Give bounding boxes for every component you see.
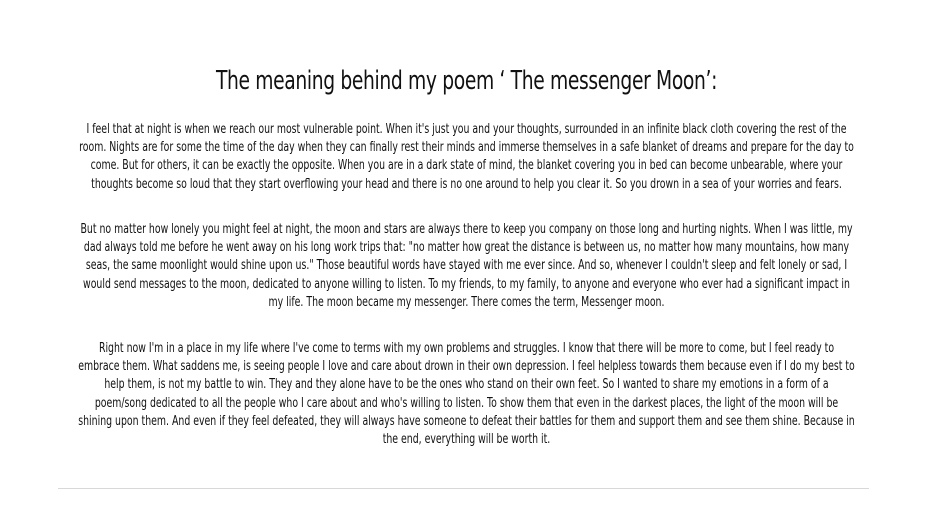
paragraph-3-text: Right now I'm in a place in my life where I've come to terms with my own problems and struggles. I know that there will be more to come, but I feel ready to embrace them. What saddens me, is seeing people I love and care about drown in their own depression. I feel helpless towards them because even if I do my best to help them, is not my battle to win. They and they alone have to be the ones who stand on their own feet. So I wanted to share my emotions in a form of a poem/song dedicated to all the people who I care about and who's willing to listen. To show them that even in the darkest places, the light of the moon will be shining upon them. And even if they feel defeated, they will always have someone to defeat their battles for them and support them and see them shine. Because in the end, everything will be worth it. [78,341,855,448]
page-title: The meaning behind my poem ‘ The messenger Moon’: [215,66,718,96]
paragraph-2-text: But no matter how lonely you might feel at night, the moon and stars are always there to keep you company on those long and hurting nights. When I was little, my dad always told me before he went away on his long work trips that: "no matter how great the distance is between us, no matter how many mountains, how many seas, the same moonlight would shine upon us." Those beautiful words have stayed with me ever since. And so, whenever I couldn't sleep and felt lonely or sad, I would send messages to the moon, dedicated to anyone willing to listen. To my friends, to my family, to anyone and everyone who ever had a significant impact in my life. The moon became my messenger. There comes the term, Messenger moon. [80,222,853,310]
paragraph-2 [78,221,855,312]
paragraph-3 [78,340,855,449]
paragraph-1-text: I feel that at night is when we reach our most vulnerable point. When it's just you and your thoughts, surrounded in an infinite black cloth covering the rest of the room. Nights are for some the time of the day when they can finally rest their minds and immerse themselves in a safe blanket of dreams and prepare for the day to come. But for others, it can be exactly the opposite. When you are in a dark state of mind, the blanket covering you in bed can become unbearable, where your thoughts become so loud that they start overflowing your head and there is no one around to help you clear it. So you drown in a sea of your worries and fears. [79,122,854,192]
paragraph-1 [78,121,855,194]
footer-divider [58,488,869,489]
